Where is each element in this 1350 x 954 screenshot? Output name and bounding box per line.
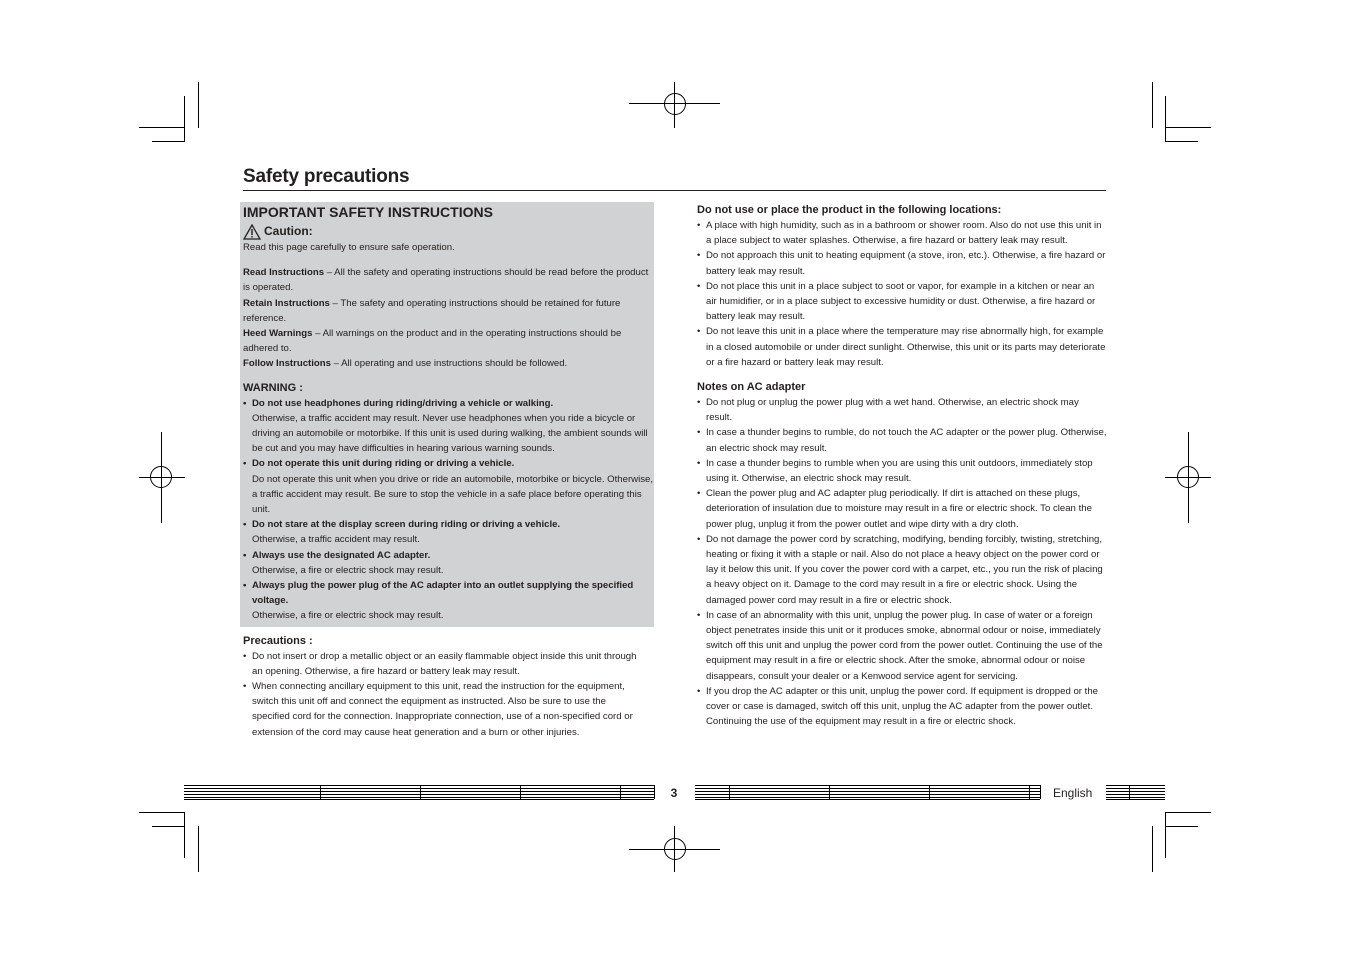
instruction-text: – All operating and use instructions should be followed. bbox=[330, 358, 568, 370]
instruction-item bbox=[243, 265, 653, 295]
caution-intro: Read this page carefully to ensure safe operation. bbox=[243, 242, 455, 253]
page-number: 3 bbox=[670, 786, 678, 800]
instruction-item bbox=[243, 296, 653, 326]
warning-title: • Do not stare at the display screen during riding or driving a vehicle. bbox=[252, 519, 561, 531]
precaution-item: • Do not insert or drop a metallic object or an easily flammable object inside this unit through an opening. Otherwise, a fire hazard or battery leak may result. bbox=[243, 649, 643, 679]
warning-text: Otherwise, a traffic accident may result. bbox=[252, 534, 420, 546]
precautions-list bbox=[243, 649, 653, 740]
caution-heading bbox=[243, 223, 653, 240]
location-item: • Do not place this unit in a place subject to soot or vapor, for example in a kitchen or near an air humidifier, or in a place subject to excessive humidity or dust. Otherwise, a fire hazard or battery leak may result. bbox=[697, 279, 1107, 325]
warning-text: Otherwise, a fire or electric shock may result. bbox=[252, 564, 444, 576]
instruction-item bbox=[243, 356, 653, 371]
title-divider bbox=[243, 190, 1106, 191]
location-item: • Do not leave this unit in a place where the temperature may rise abnormally high, for example in a closed automobile or under direct sunlight. Otherwise, this unit or its parts may deteriorate or a fire hazard or battery leak may result. bbox=[697, 324, 1107, 370]
instruction-text: – The safety and operating instructions should be retained for future reference. bbox=[243, 297, 621, 324]
instruction-text: – All warnings on the product and in the operating instructions should be adhered to. bbox=[243, 328, 622, 355]
instruction-text: – All the safety and operating instructions should be read before the product is operated. bbox=[243, 267, 649, 294]
warning-item bbox=[243, 517, 653, 547]
adapter-note-item: • Do not plug or unplug the power plug with a wet hand. Otherwise, an electric shock may result. bbox=[697, 395, 1107, 425]
warning-item bbox=[243, 396, 653, 457]
left-column bbox=[243, 202, 653, 740]
warning-list bbox=[243, 396, 653, 624]
warning-heading: WARNING : bbox=[243, 381, 303, 394]
instruction-list bbox=[243, 265, 653, 371]
adapter-note-item: • In case a thunder begins to rumble, do not touch the AC adapter or the power plug. Otherwise, an electric shock may result. bbox=[697, 425, 1107, 455]
warning-text: Otherwise, a fire or electric shock may result. bbox=[252, 610, 444, 622]
page-language: English bbox=[1053, 786, 1093, 800]
right-column bbox=[697, 202, 1107, 730]
caution-label: Caution: bbox=[264, 224, 313, 238]
instruction-term: Heed Warnings bbox=[243, 328, 313, 340]
precautions-heading: Precautions : bbox=[243, 634, 313, 647]
location-item: • A place with high humidity, such as in a bathroom or shower room. Also do not use this unit in a place subject to water splashes. Otherwise, a fire hazard or battery leak may result. bbox=[697, 218, 1107, 248]
precaution-item: • When connecting ancillary equipment to this unit, read the instruction for the equipment, switch this unit off and connect the equipment as instructed. Also be sure to use the specified cord for the connection. Inappropriate connection, use of a non-specified cord or extension of the cord may cause heat generation and a burn or other injuries. bbox=[243, 679, 643, 740]
instruction-term: Retain Instructions bbox=[243, 297, 330, 309]
locations-list bbox=[697, 218, 1107, 370]
adapter-note-item: • In case of an abnormality with this unit, unplug the power plug. In case of water or a foreign object penetrates inside this unit or it produces smoke, abnormal odour or noise, immediately switch off this unit and unplug the power cord from the power outlet. Continuing the use of the equipment may result in a fire or electric shock. After the smoke, abnormal odour or noise disappears, consult your dealer or a Kenwood service agent for servicing. bbox=[697, 608, 1107, 684]
warning-item bbox=[243, 548, 653, 578]
warning-text: Otherwise, a traffic accident may result. Never use headphones when you ride a bicycle or driving an automobile or motorbike. If this unit is used during walking, the ambient sounds will be cut and you may have difficulties in hearing various warning sounds. bbox=[252, 412, 648, 455]
warning-text: Do not operate this unit when you drive or ride an automobile, motorbike or bicycle. Otherwise, a traffic accident may result. Be sure to stop the vehicle in a safe place before operating this unit. bbox=[252, 473, 654, 516]
page-title: Safety precautions bbox=[243, 166, 410, 187]
adapter-note-item: • Do not damage the power cord by scratching, modifying, bending forcibly, twisting, stretching, heating or fixing it with a staple or nail. Also do not place a heavy object on the power cord or lay it below this unit. If you cover the power cord with a carpet, etc., you run the risk of placing a heavy object on it. Damage to the cord may result in a fire or electric shock. Using the damaged power cord may result in a fire or electric shock. bbox=[697, 532, 1107, 608]
adapter-note-item: • If you drop the AC adapter or this unit, unplug the power cord. If equipment is dropped or the cover or case is damaged, switch off this unit, unplug the AC adapter from the power outlet. Continuing the use of the equipment may result in a fire or electric shock. bbox=[697, 684, 1107, 730]
locations-heading: Do not use or place the product in the following locations: bbox=[697, 204, 1002, 216]
warning-item bbox=[243, 456, 653, 517]
adapter-note-item: • In case a thunder begins to rumble when you are using this unit outdoors, immediately stop using it. Otherwise, an electric shock may result. bbox=[697, 456, 1107, 486]
ac-adapter-heading: Notes on AC adapter bbox=[697, 381, 806, 394]
warning-title: • Always use the designated AC adapter. bbox=[252, 549, 431, 561]
warning-title: • Always plug the power plug of the AC adapter into an outlet supplying the specified voltage. bbox=[252, 580, 634, 607]
warning-title: • Do not use headphones during riding/driving a vehicle or walking. bbox=[252, 397, 554, 409]
adapter-note-item: • Clean the power plug and AC adapter plug periodically. If dirt is attached on these plugs, deterioration of insulation due to moisture may result in a fire or electric shock. To clean the power plug, unplug it from the power outlet and wipe dirty with a dry cloth. bbox=[697, 486, 1107, 532]
warning-item bbox=[243, 578, 653, 624]
warning-triangle-icon bbox=[243, 224, 261, 240]
warning-title: • Do not operate this unit during riding or driving a vehicle. bbox=[252, 458, 515, 470]
ac-adapter-list bbox=[697, 395, 1107, 729]
instruction-term: Follow Instructions bbox=[243, 358, 331, 370]
important-safety-heading: IMPORTANT SAFETY INSTRUCTIONS bbox=[243, 204, 493, 220]
instruction-term: Read Instructions bbox=[243, 267, 325, 279]
instruction-item bbox=[243, 326, 653, 356]
location-item: • Do not approach this unit to heating equipment (a stove, iron, etc.). Otherwise, a fire hazard or battery leak may result. bbox=[697, 248, 1107, 278]
